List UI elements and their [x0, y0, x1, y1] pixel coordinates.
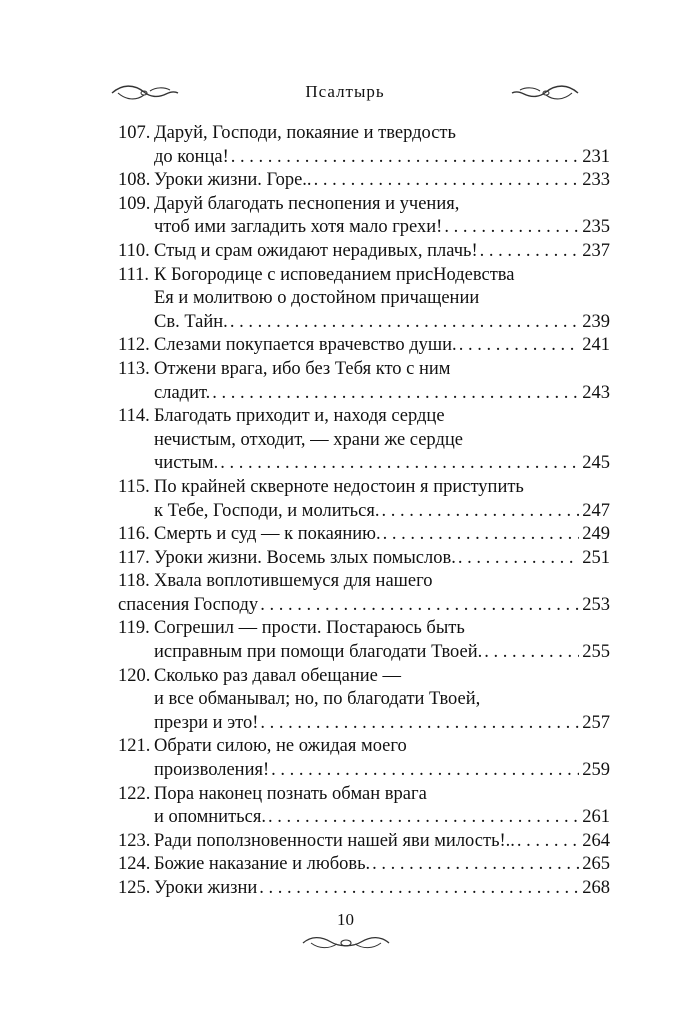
dot-leader — [383, 523, 580, 547]
dot-leader — [231, 146, 579, 170]
dot-leader — [480, 240, 580, 264]
toc-entry-title-line: Ея и молитвою о достойном причащении — [154, 288, 480, 309]
toc-entry-number: 119. — [118, 618, 150, 639]
toc-entry-title-line: Стыд и срам ожидают нерадивых, плачь! — [154, 240, 478, 261]
toc-entry — [118, 665, 610, 736]
toc-entry-title-line: Согрешил — прости. Постараюсь быть — [154, 618, 465, 639]
toc-entry-page: 264 — [582, 830, 610, 851]
toc-entry-number: 112. — [118, 335, 150, 356]
toc-entry-title-line: Смерть и суд — к покаянию. — [154, 524, 381, 545]
dot-leader — [484, 641, 579, 665]
toc-entry-number: 115. — [118, 476, 150, 497]
toc-entry-number: 118. — [118, 571, 150, 592]
toc-entry-number: 107. — [118, 123, 151, 143]
toc-entry-page: 249 — [582, 524, 610, 545]
toc-entry-title-line: К Богородице с исповеданием присНодевства — [154, 264, 515, 285]
toc-entry-page: 243 — [582, 382, 610, 403]
toc-entry-title-line: нечистым, отходит, — храни же сердце — [154, 429, 463, 450]
toc-entry-title-line: Обрати силою, не ожидая моего — [154, 736, 407, 757]
toc-entry-title-line: к Тебе, Господи, и молиться. — [154, 500, 380, 521]
toc-entry-title-line: Уроки жизни. Горе.. — [154, 170, 312, 191]
toc-entry-title-line: исправным при помощи благодати Твоей. — [154, 642, 483, 663]
toc-entry — [118, 169, 610, 193]
toc-entry — [118, 193, 610, 240]
toc-entry — [118, 358, 610, 405]
toc-entry-title-line: произволения! — [154, 760, 270, 781]
toc-entry — [118, 405, 610, 476]
toc-entry-title-line: Ради поползновенности нашей яви милость!.. — [154, 830, 515, 851]
toc-entry-page: 268 — [582, 878, 610, 898]
toc-entry-title-line: Даруй благодать песнопения и учения, — [154, 193, 460, 214]
ornament-bottom-icon — [301, 934, 391, 952]
toc-entry-page: 241 — [582, 335, 610, 356]
toc-entry-title-line: чистым. — [154, 453, 219, 474]
toc-entry-page: 265 — [582, 854, 610, 875]
dot-leader — [220, 452, 579, 476]
toc-entry-number: 108. — [118, 170, 151, 191]
dot-leader — [314, 169, 580, 193]
toc-entry-page: 239 — [582, 311, 610, 332]
toc-entry — [118, 735, 610, 782]
toc-entry-title-line: до конца! — [154, 146, 229, 167]
dot-leader — [381, 500, 579, 524]
toc-entry-number: 117. — [118, 547, 150, 568]
toc-entry-title-line: Слезами покупается врачевство души. — [154, 335, 457, 356]
toc-entry-title-line: Уроки жизни — [154, 878, 258, 898]
toc-entry-title-line: Хвала воплотившемуся для нашего — [154, 571, 433, 592]
toc-entry-page: 253 — [582, 594, 610, 615]
toc-entry-page: 233 — [582, 170, 610, 191]
toc-entry-title-line: Даруй, Господи, покаяние и твердость — [154, 123, 456, 143]
toc-entry-title-line: Сколько раз давал обещание — — [154, 665, 401, 686]
toc-entry-page: 257 — [582, 712, 610, 733]
toc-entry-page: 235 — [582, 217, 610, 238]
toc-entry — [118, 570, 610, 617]
toc-entry-page: 255 — [582, 642, 610, 663]
toc-entry-title-line: чтоб ими загладить хотя мало грехи! — [154, 217, 443, 238]
toc-entry — [118, 240, 610, 264]
toc-entry-title-line: Уроки жизни. Восемь злых помыслов. — [154, 547, 456, 568]
toc-entry-title-line: Отжени врага, ибо без Тебя кто с ним — [154, 358, 451, 379]
page-footer — [0, 910, 691, 952]
toc-entry-number: 123. — [118, 830, 151, 851]
toc-entry-page: 259 — [582, 760, 610, 781]
dot-leader — [212, 382, 579, 406]
dot-leader — [271, 759, 579, 783]
toc-entry-title-line: Св. Тайн. — [154, 311, 228, 332]
toc-entry-number: 113. — [118, 358, 150, 379]
toc-entry-page: 251 — [582, 547, 610, 568]
dot-leader — [458, 547, 579, 571]
toc-entry-page: 247 — [582, 500, 610, 521]
toc-entry — [118, 783, 610, 830]
toc-entry — [118, 877, 610, 901]
dot-leader — [268, 806, 579, 830]
toc-entry-title-line: Божие наказание и любовь. — [154, 854, 371, 875]
toc-entry-number: 125. — [118, 878, 151, 898]
dot-leader — [260, 594, 579, 618]
toc-entry — [118, 264, 610, 335]
toc-entry — [118, 617, 610, 664]
toc-entry-title-line: и все обманывал; но, по благодати Твоей, — [154, 689, 481, 710]
toc-entry-number: 114. — [118, 406, 150, 427]
toc-entry — [118, 830, 610, 854]
toc-entry-page: 231 — [582, 146, 610, 167]
toc-entry-number: 111. — [118, 264, 150, 285]
toc-entry — [118, 122, 610, 169]
dot-leader — [259, 877, 579, 901]
toc-entry-number: 122. — [118, 783, 151, 804]
dot-leader — [372, 853, 579, 877]
toc-entry-title-line: Благодать приходит и, находя сердце — [154, 406, 445, 427]
toc-entry-page: 237 — [582, 240, 610, 261]
dot-leader — [444, 216, 579, 240]
running-title: Псалтырь — [305, 82, 385, 101]
toc-entry-title-line: По крайней скверноте недостоин я приступить — [154, 476, 524, 497]
toc-entry-number: 110. — [118, 240, 150, 261]
dot-leader — [230, 311, 579, 335]
toc-entry-title-line: спасения Господу — [118, 594, 259, 615]
toc-entry-title-line: Пора наконец познать обман врага — [154, 783, 427, 804]
toc-entry — [118, 476, 610, 523]
toc-entry-title-line: сладит. — [154, 382, 211, 403]
toc-entry-number: 116. — [118, 524, 150, 545]
toc-entry-number: 120. — [118, 665, 151, 686]
dot-leader — [260, 712, 579, 736]
toc-entry-number: 121. — [118, 736, 151, 757]
toc-entry-page: 245 — [582, 453, 610, 474]
toc-entry — [118, 547, 610, 571]
dot-leader — [517, 830, 579, 854]
toc-entry-number: 124. — [118, 854, 151, 875]
running-header — [110, 78, 580, 108]
toc-entry — [118, 334, 610, 358]
toc-entry — [118, 523, 610, 547]
toc-entry-page: 261 — [582, 807, 610, 828]
ornament-right-icon — [510, 82, 580, 104]
toc-entry-title-line: и опомниться. — [154, 807, 266, 828]
toc-entry-number: 109. — [118, 193, 151, 214]
dot-leader — [459, 334, 580, 358]
toc-entry-title-line: презри и это! — [154, 712, 259, 733]
table-of-contents — [118, 122, 610, 901]
toc-entry — [118, 853, 610, 877]
page-number: 10 — [337, 910, 354, 929]
